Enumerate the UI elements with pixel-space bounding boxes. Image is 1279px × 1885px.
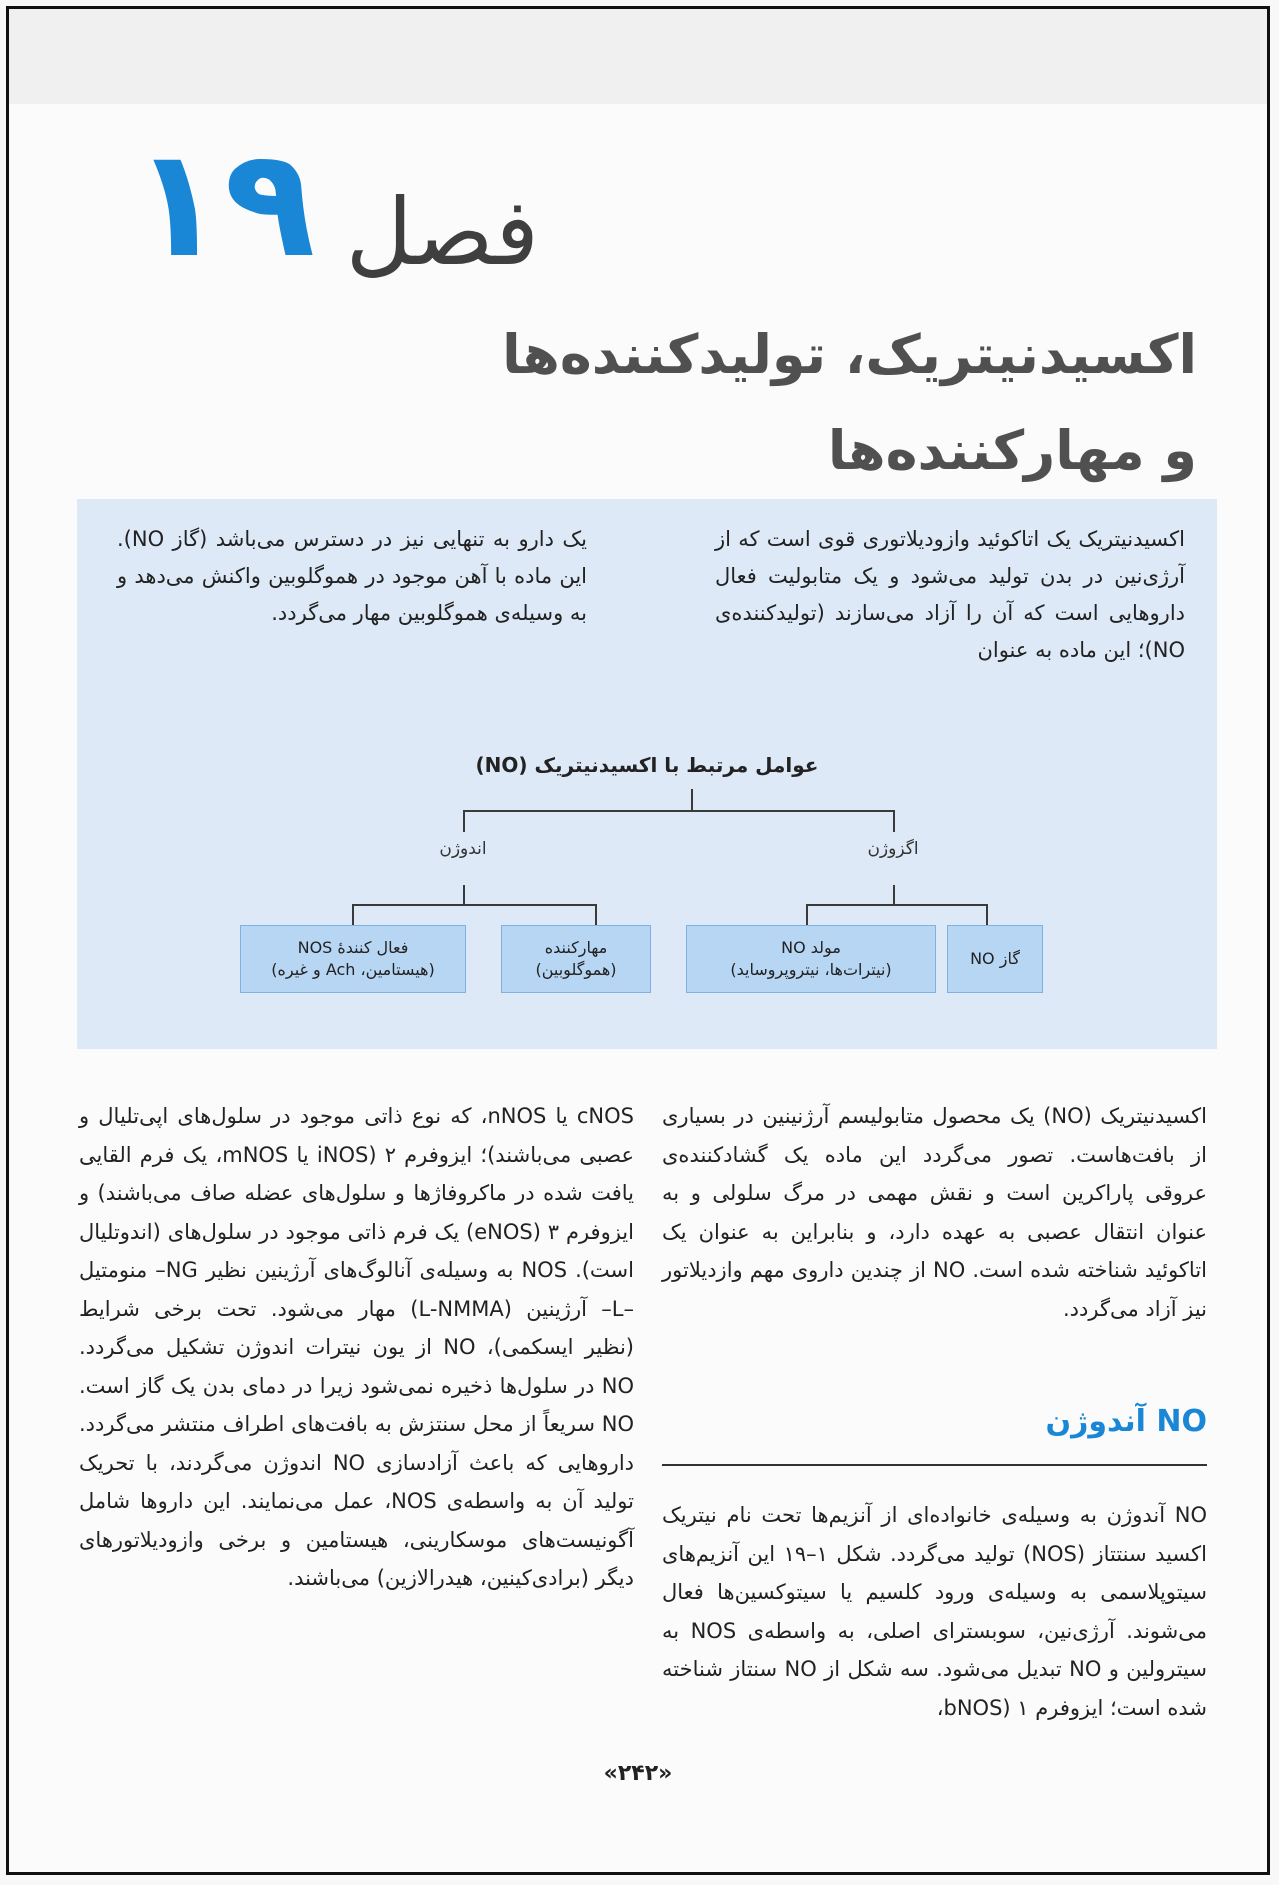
box-nos-activator-sub: (هیستامین، Ach و غیره) [271,960,435,979]
box-nos-activator-label: فعال کنندهٔ NOS [297,938,409,957]
chapter-heading [119,109,539,291]
connector-endo [463,810,465,832]
paragraph-2: NO آندوژن به وسیله‌ی خانواده‌ای از آنزیم‌ها تحت نام نیتریک اکسید سنتتاز (NOS) تولید می‌گردد. شکل ۱–۱۹ این آنزیم‌های سیتوپلاسمی به وسیله‌ی ورود کلسیم یا سیتوکسین‌ها فعال می‌شوند. آرژی‌نین، سوبسترای اصلی، به واسطه‌ی NOS به سیترولین و NO تبدیل می‌شود. سه شکل از NO سنتاز شناخته شده است؛ ایزوفرم ۱ (bNOS، [662,1503,1207,1720]
page-number: «۲۴۲» [603,1761,673,1786]
heading-rule [662,1464,1207,1466]
label-endogenous: اندوژن [439,839,487,859]
paragraph-1: اکسیدنیتریک (NO) یک محصول متابولیسم آرژنینین در بسیاری از بافت‌هاست. تصور می‌گردد این ماده یک گشادکننده‌ی عروقی پاراکرین است و نقش مهمی در مرگ سلولی و به عنوان انتقال عصبی به عهده دارد، و بنابراین به عنوان یک اتاکوئید شناخته شده است. NO از چندین داروی مهم وازدیلاتور نیز آزاد می‌گردد. [662,1104,1207,1321]
box-no-gas [947,925,1043,993]
connector-endo-right [595,904,597,926]
diagram-title: عوامل مرتبط با اکسیدنیتریک (NO) [475,753,819,777]
box-no-donor-label: مولد NO [781,938,841,957]
chapter-title [437,307,1197,499]
scan-top-shade [9,9,1267,104]
intro-box [77,499,1217,1049]
section-heading: NO آندوژن [1045,1404,1207,1439]
book-page [6,6,1270,1875]
connector-endo-down [463,885,465,905]
no-factors-diagram [77,499,1217,1049]
chapter-word: فصل [345,179,539,286]
box-inhibitor [501,925,651,993]
connector-exo [893,810,895,832]
intro-text-left: یک دارو به تنهایی نیز در دسترس می‌باشد (گاز NO). این ماده با آهن موجود در هموگلوبین واکنش می‌دهد و به وسیله‌ی هموگلوبین مهار می‌گردد. [117,527,587,625]
connector-exo-bar [806,904,988,906]
label-exogenous: اگزوژن [867,839,919,859]
connector-root [691,789,693,811]
box-no-gas-label: گاز NO [970,949,1020,968]
connector-exo-down [893,885,895,905]
connector-endo-left [352,904,354,926]
paragraph-3: cNOS یا nNOS، که نوع ذاتی موجود در سلول‌های اپی‌تلیال و عصبی می‌باشند)؛ ایزوفرم ۲ (iNOS یا mNOS، یک فرم القایی یافت شده در ماکروفاژها و سلول‌های عضله صاف می‌باشند) و ایزوفرم ۳ (eNOS) یک فرم ذاتی موجود در سلول‌های (اندوتلیال است). NOS به وسیله‌ی آنالوگ‌های آرژینین نظیر NG– منومتیل –L– آرژینین (L-NMMA) مهار می‌شود. تحت برخی شرایط (نظیر ایسکمی)، NO از یون نیترات اندوژن تشکیل می‌گردد. NO در سلول‌ها ذخیره نمی‌شود زیرا در دمای بدن یک گاز است. NO سریعاً از محل سنتزش به بافت‌های اطراف منتشر می‌گردد. داروهایی که باعث آزادسازی NO اندوژن می‌گردند، با تحریک تولید آن به واسطه‌ی NOS، عمل می‌نمایند. این داروها شامل آگونیست‌های موسکارینی، هیستامین و برخی وازودیلاتورهای دیگر (برادی‌کینین، هیدرالازین) می‌باشند. [79,1104,635,1590]
connector-exo-left [806,904,808,926]
box-nos-activator [240,925,466,993]
box-inhibitor-label: مهارکننده [544,938,608,957]
box-no-donor-sub: (نیترات‌ها، نیتروپروساید) [730,960,892,979]
connector-exo-right [986,904,988,926]
intro-text-right: اکسیدنیتریک یک اتاکوئید وازودیلاتوری قوی است که از آرژی‌نین در بدن تولید می‌شود و یک متابولیت فعال داروهایی است که آن را آزاد می‌سازند (تولیدکننده‌ی NO)؛ این ماده به عنوان [715,527,1185,662]
chapter-title-line-1: اکسیدنیتریک، تولیدکننده‌ها [502,323,1197,386]
chapter-title-line-2: و مهارکننده‌ها [827,419,1197,482]
connector-endo-bar [352,904,597,906]
box-inhibitor-sub: (هموگلوبین) [535,960,617,979]
connector-top-bar [463,810,895,812]
box-no-donor [686,925,936,993]
chapter-number: ۱۹ [132,117,316,291]
